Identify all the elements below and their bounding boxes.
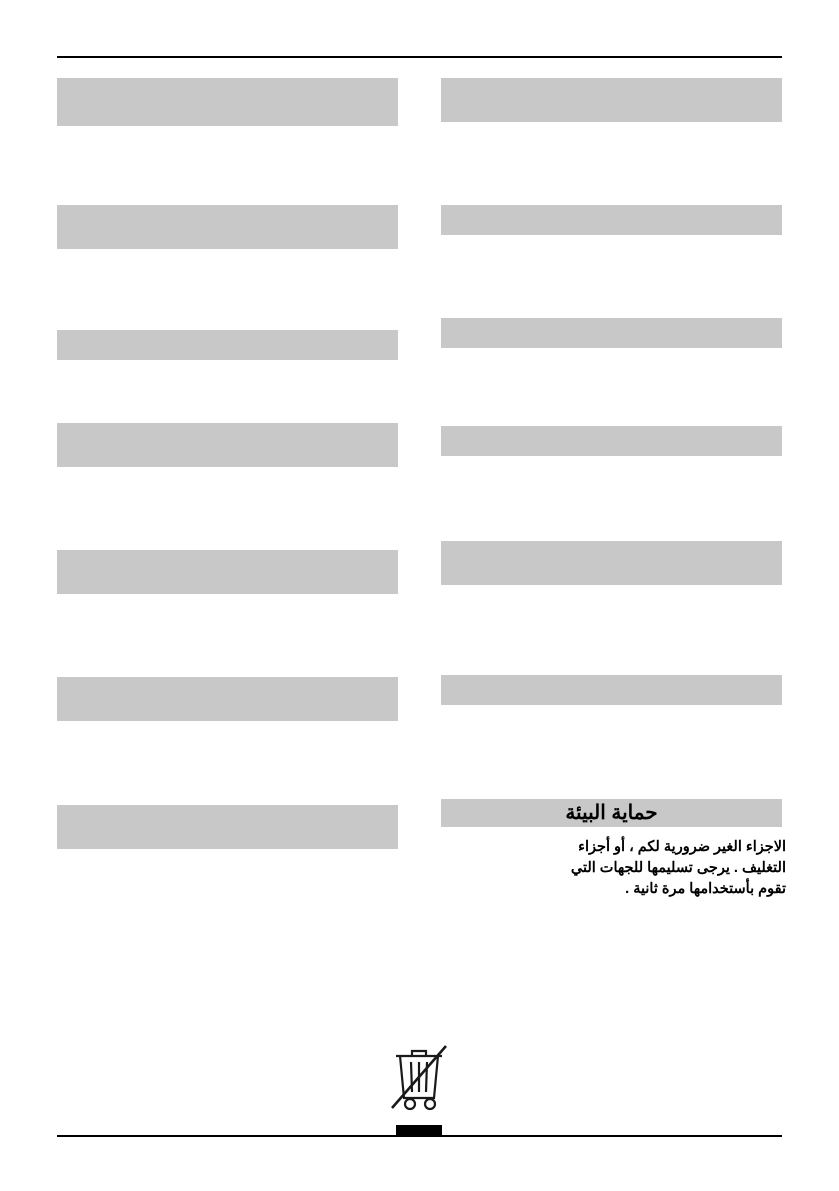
left-column <box>57 78 398 978</box>
redacted-block-l2 <box>57 205 398 249</box>
redacted-block-l7 <box>57 805 398 849</box>
redacted-block-l5 <box>57 550 398 594</box>
redacted-block-l4 <box>57 423 398 467</box>
paragraph-line: الاجزاء الغير ضرورية لكم ، أو أجزاء <box>578 839 786 855</box>
paragraph-line: تقوم بأستخدامها مرة ثانية . <box>625 881 786 897</box>
environment-protection-heading: حماية البيئة <box>441 799 782 827</box>
redacted-block-r5 <box>441 541 782 585</box>
right-column <box>441 78 786 978</box>
redacted-block-l1 <box>57 78 398 126</box>
page-number-marker <box>396 1125 442 1137</box>
redacted-block-r6 <box>441 675 782 705</box>
header-rule <box>57 56 782 58</box>
redacted-block-l3 <box>57 330 398 360</box>
redacted-block-r4 <box>441 426 782 456</box>
redacted-block-r1 <box>441 78 782 122</box>
environment-protection-paragraph <box>441 831 790 900</box>
crossed-out-wheelie-bin-icon <box>388 1040 450 1118</box>
redacted-block-r2 <box>441 205 782 235</box>
redacted-block-r3 <box>441 318 782 348</box>
paragraph-line: التغليف . يرجى تسليمها للجهات التي <box>570 860 786 876</box>
redacted-block-l6 <box>57 677 398 721</box>
